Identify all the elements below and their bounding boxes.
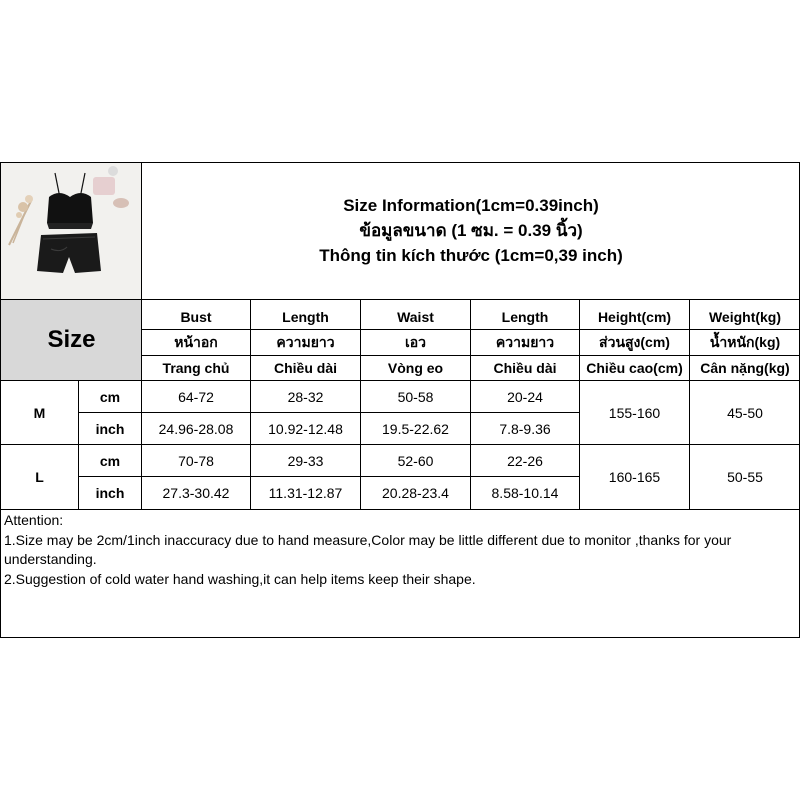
col-bust-th: หน้าอก — [174, 334, 218, 350]
border-top — [0, 162, 800, 163]
product-photo-image — [1, 163, 141, 299]
border-left — [0, 162, 1, 638]
divider-m-l — [0, 444, 800, 445]
size-header-label: Size — [47, 326, 96, 353]
size-l-inch-label: inch — [95, 485, 125, 501]
size-l-label: L — [35, 469, 44, 485]
size-m-bust-inch: 24.96-28.08 — [158, 421, 234, 437]
divider-col-3 — [470, 299, 471, 509]
col-waist-vi: Vòng eo — [387, 360, 444, 376]
col-length2-en: Length — [501, 309, 549, 325]
size-info-title — [142, 162, 800, 299]
size-l-bust-cm: 70-78 — [178, 453, 214, 469]
size-l-cm-label: cm — [99, 453, 121, 469]
size-m-length2-cm: 20-24 — [507, 389, 543, 405]
col-length2-th: ความยาว — [495, 334, 555, 350]
size-m-label: M — [33, 405, 46, 421]
attention-notes — [4, 511, 796, 589]
col-bust-en: Bust — [180, 309, 212, 325]
col-height-vi: Chiều cao(cm) — [586, 360, 683, 376]
col-bust-vi: Trang chủ — [162, 360, 230, 376]
col-waist-en: Waist — [397, 309, 434, 325]
size-l-bust-inch: 27.3-30.42 — [162, 485, 230, 501]
size-m-waist-inch: 19.5-22.62 — [382, 421, 449, 437]
border-bottom — [0, 637, 800, 638]
divider-l-inner — [78, 476, 580, 477]
col-length2-vi: Chiều dài — [493, 360, 557, 376]
divider-header-bottom — [0, 380, 800, 381]
size-m-weight: 45-50 — [727, 405, 763, 421]
size-l-length2-inch: 8.58-10.14 — [491, 485, 559, 501]
size-m-inch-label: inch — [95, 421, 125, 437]
divider-m-inner — [78, 412, 580, 413]
divider-col-2 — [360, 299, 361, 509]
size-l-weight: 50-55 — [727, 469, 763, 485]
col-weight-vi: Cân nặng(kg) — [700, 360, 790, 376]
col-length-vi: Chiều dài — [273, 360, 337, 376]
col-waist-th: เอว — [404, 334, 427, 350]
size-l-length-inch: 11.31-12.87 — [268, 485, 343, 501]
divider-col-4 — [579, 299, 580, 509]
size-m-waist-cm: 50-58 — [397, 389, 434, 405]
col-length-en: Length — [282, 309, 329, 325]
col-weight-th: น้ำหนัก(kg) — [709, 334, 781, 350]
size-l-length2-cm: 22-26 — [507, 453, 543, 469]
divider-col-5 — [689, 299, 690, 509]
size-m-length-cm: 28-32 — [287, 389, 324, 405]
size-m-bust-cm: 64-72 — [178, 389, 214, 405]
divider-title-bottom — [0, 299, 800, 300]
size-header-cell — [1, 300, 142, 380]
title-thai: ข้อมูลขนาด (1 ซม. = 0.39 นิ้ว) — [359, 221, 583, 240]
size-l-waist-cm: 52-60 — [397, 453, 434, 469]
col-height-en: Height(cm) — [597, 309, 672, 325]
size-l-waist-inch: 20.28-23.4 — [382, 485, 449, 501]
divider-photo — [141, 162, 142, 509]
col-length-th: ความยาว — [276, 334, 335, 350]
size-m-height: 155-160 — [608, 405, 661, 421]
size-l-length-cm: 29-33 — [287, 453, 324, 469]
size-chart-sheet — [0, 162, 800, 638]
notes-line-2: 2.Suggestion of cold water hand washing,it can help items keep their shape. — [4, 570, 476, 587]
notes-heading: Attention: — [4, 512, 64, 528]
size-m-length-inch: 10.92-12.48 — [268, 421, 343, 437]
size-m-cm-label: cm — [99, 389, 121, 405]
col-weight-en: Weight(kg) — [708, 309, 782, 325]
notes-line-1: 1.Size may be 2cm/1inch inaccuracy due to hand measure,Color may be little different due to monitor ,thanks for your understanding. — [4, 531, 732, 567]
divider-table-bottom — [0, 509, 800, 510]
col-height-th: ส่วนสูง(cm) — [599, 334, 670, 350]
size-m-length2-inch: 7.8-9.36 — [499, 421, 551, 437]
divider-col-1 — [250, 299, 251, 509]
size-l-height: 160-165 — [608, 469, 661, 485]
title-english: Size Information(1cm=0.39inch) — [343, 196, 599, 215]
divider-size-unit — [78, 380, 79, 509]
title-vietnamese: Thông tin kích thước (1cm=0,39 inch) — [319, 246, 623, 265]
product-photo — [1, 163, 141, 299]
